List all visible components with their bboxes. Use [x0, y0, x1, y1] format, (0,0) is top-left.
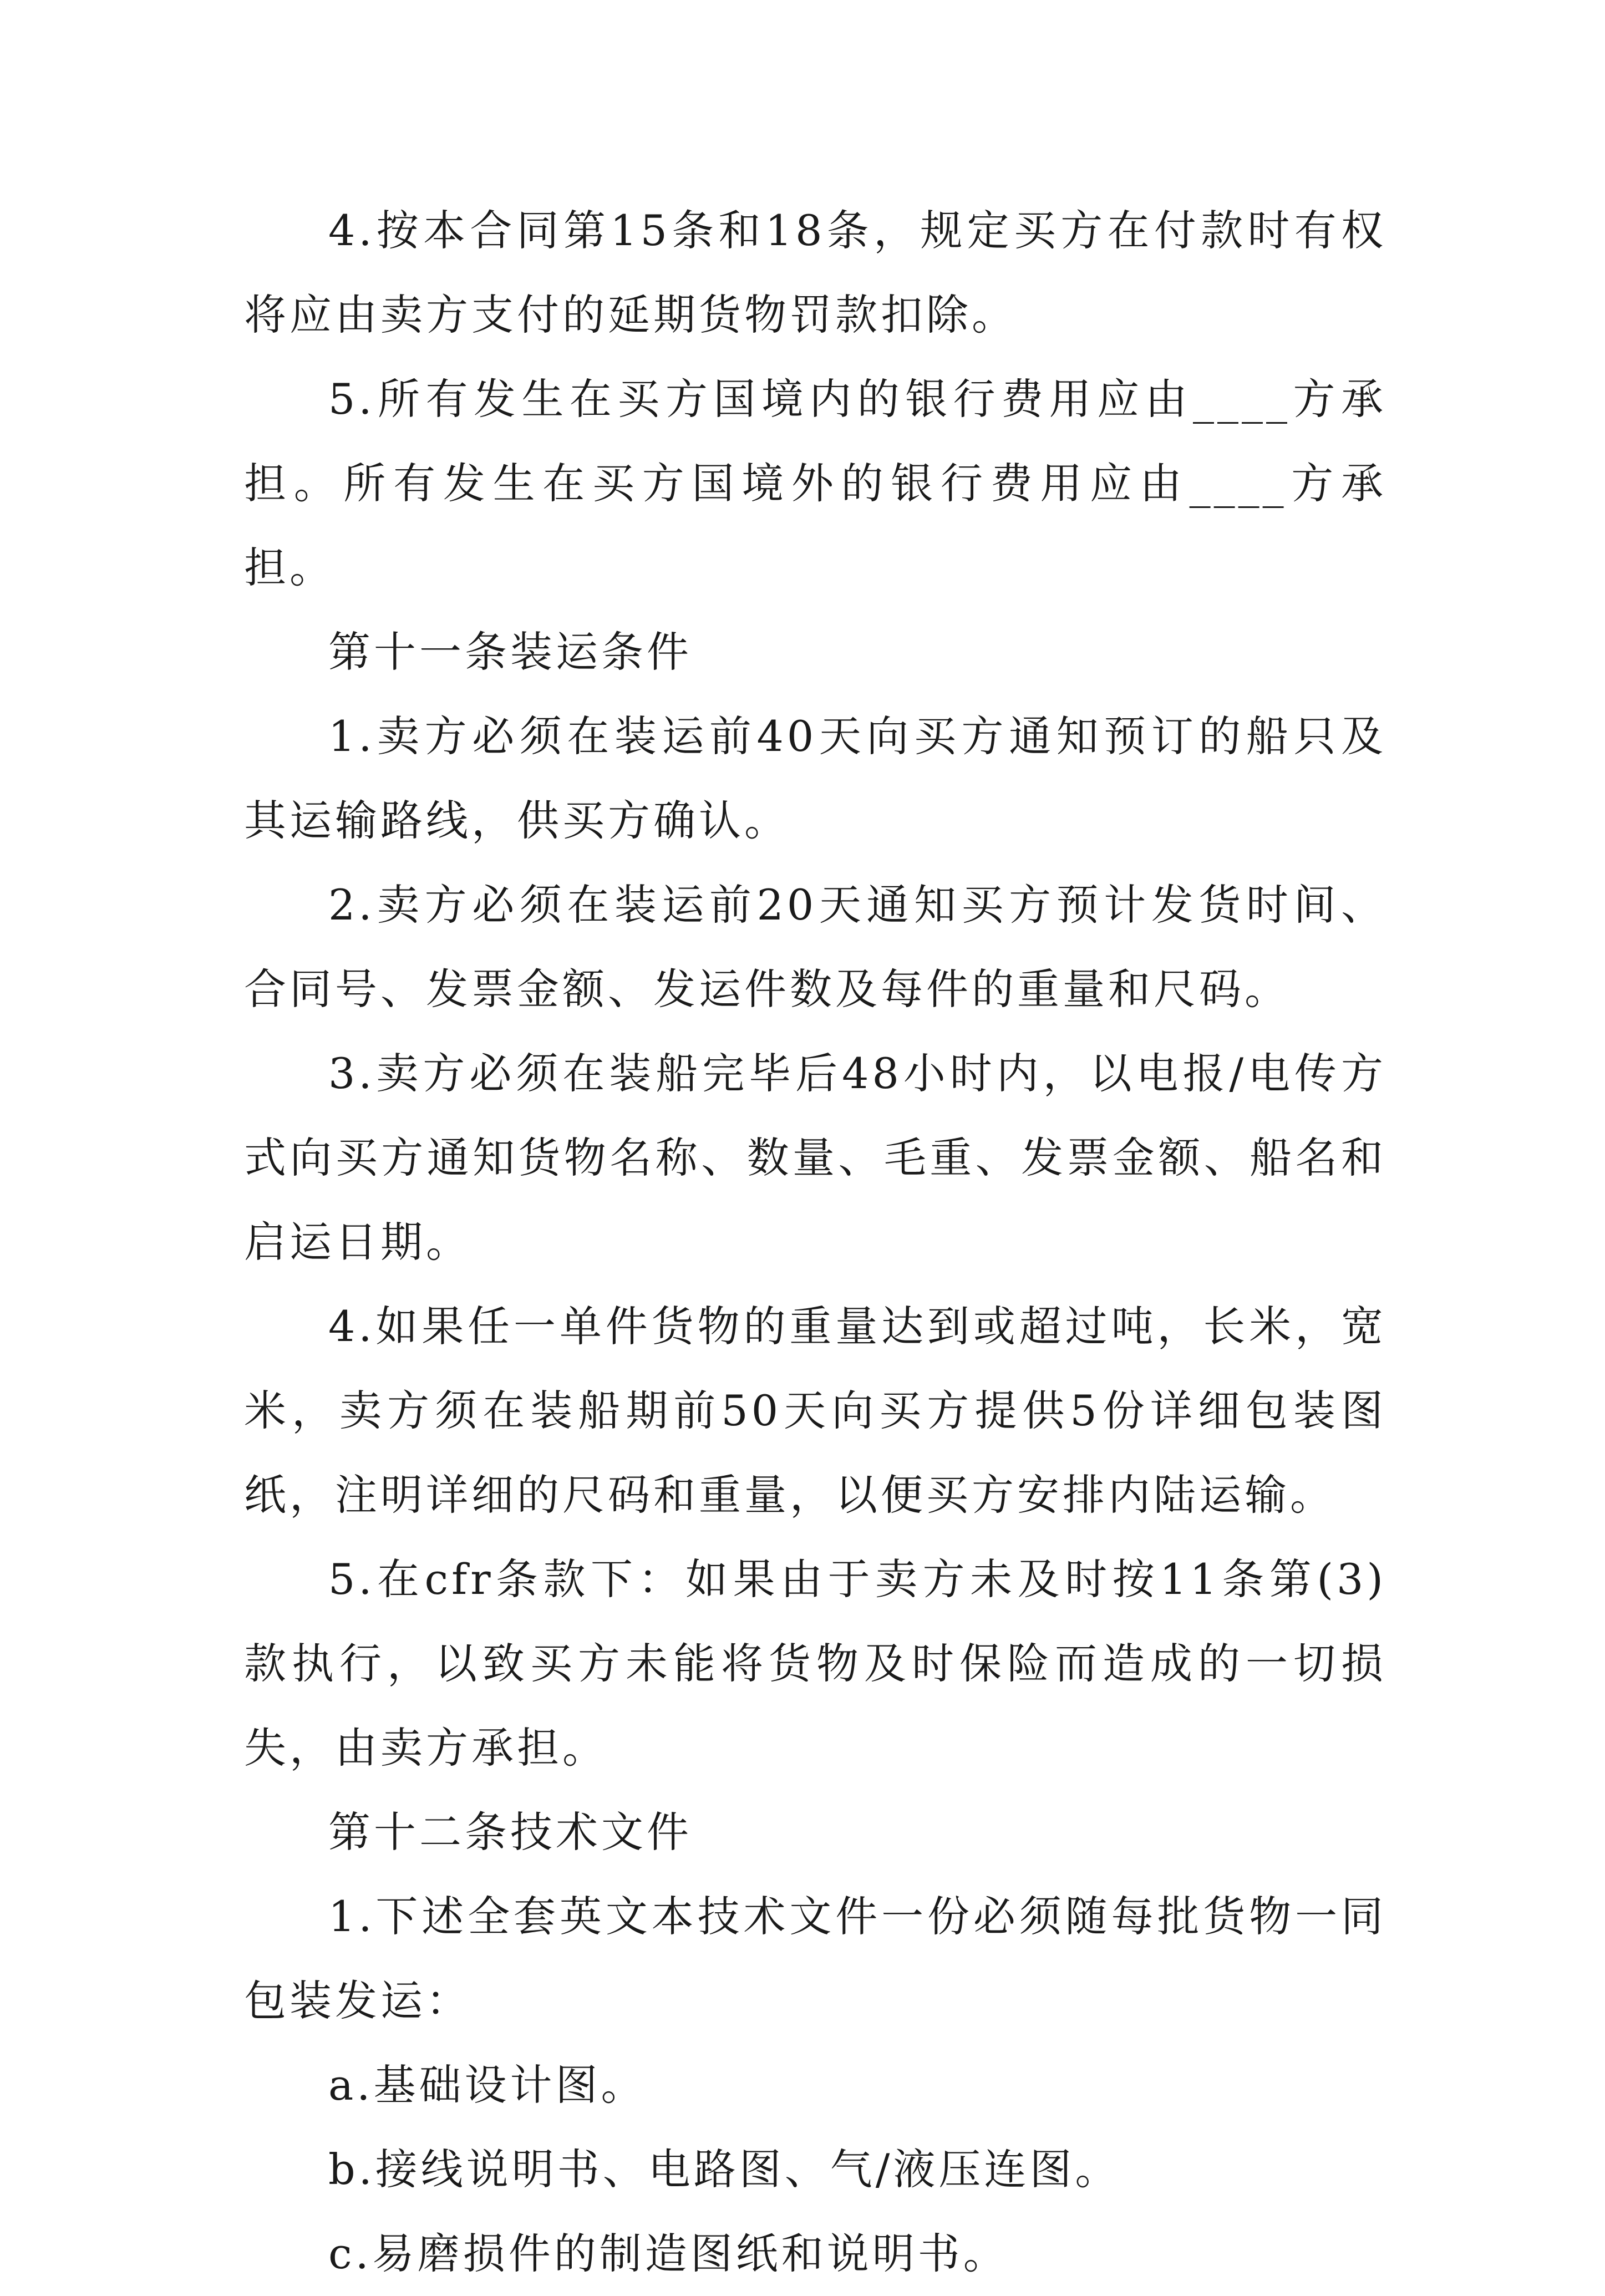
- list-item-wear-parts-drawings: c.易磨损件的制造图纸和说明书。: [328, 2229, 1009, 2278]
- section-heading-shipment: 第十一条装运条件: [328, 627, 692, 677]
- section-heading-technical-documents: 第十二条技术文件: [328, 1807, 692, 1857]
- paragraph-penalty-deduction: 4.按本合同第15条和18条，规定买方在付款时有权将应由卖方支付的延期货物罚款扣除。: [244, 206, 1386, 339]
- list-item-wiring-instructions: b.接线说明书、电路图、气/液压连图。: [328, 2145, 1121, 2194]
- paragraph-bank-charges: 5.所有发生在买方国境内的银行费用应由____方承担。所有发生在买方国境外的银行费用应由____方承担。: [244, 374, 1386, 592]
- paragraph-oversize-cargo: 4.如果任一单件货物的重量达到或超过吨，长米，宽米，卖方须在装船期前50天向买方提供5份详细包装图纸，注明详细的尺码和重量，以便买方安排内陆运输。: [244, 1302, 1386, 1520]
- document-body: [244, 189, 1386, 2296]
- paragraph-cfr-liability: 5.在cfr条款下：如果由于卖方未及时按11条第(3)款执行，以致买方未能将货物及时保险而造成的一切损失，由卖方承担。: [244, 1555, 1386, 1772]
- paragraph-documents-packing: 1.下述全套英文本技术文件一份必须随每批货物一同包装发运：: [244, 1892, 1386, 2025]
- list-item-foundation-drawing: a.基础设计图。: [328, 2060, 647, 2110]
- paragraph-shipment-advice: 3.卖方必须在装船完毕后48小时内，以电报/电传方式向买方通知货物名称、数量、毛重、发票金额、船名和启运日期。: [244, 1049, 1386, 1267]
- paragraph-delivery-notice: 2.卖方必须在装运前20天通知买方预计发货时间、合同号、发票金额、发运件数及每件的重量和尺码。: [244, 880, 1386, 1014]
- paragraph-vessel-notice: 1.卖方必须在装运前40天向买方通知预订的船只及其运输路线，供买方确认。: [244, 712, 1386, 845]
